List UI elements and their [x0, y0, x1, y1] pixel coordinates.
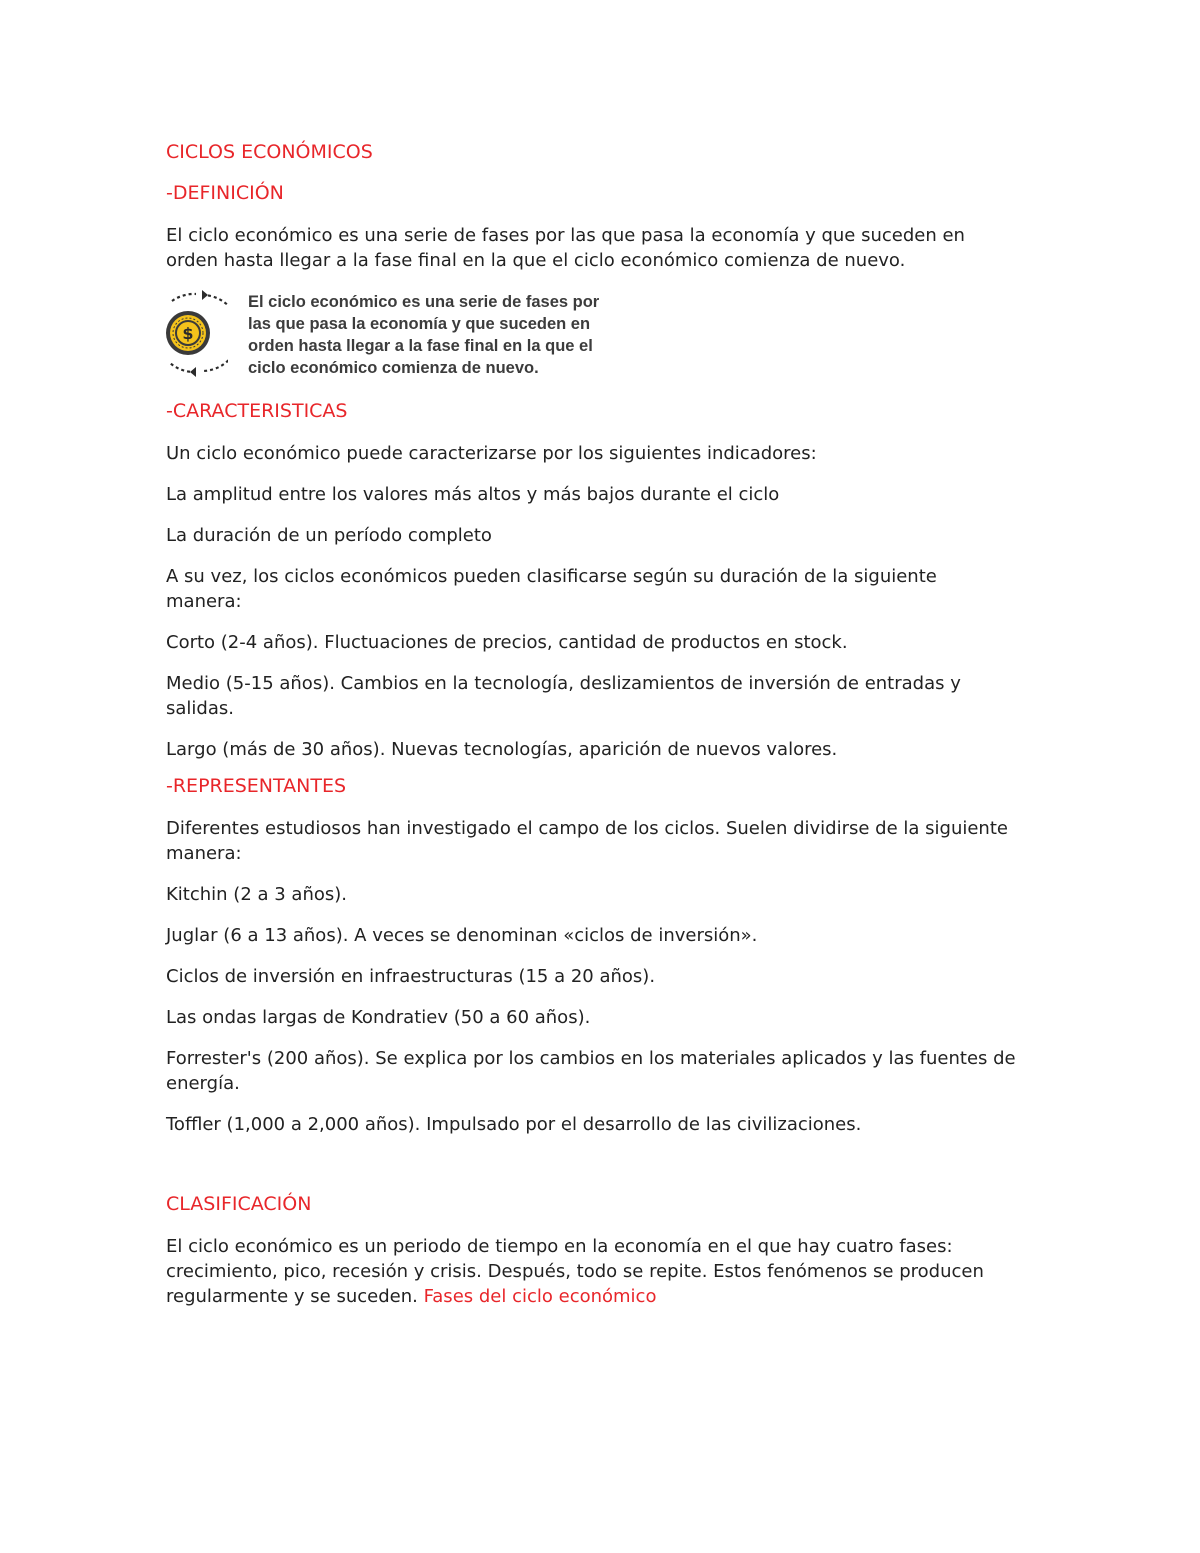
caracteristicas-paragraph: Medio (5-15 años). Cambios en la tecnología, deslizamientos de inversión de entradas y salidas. — [166, 673, 961, 719]
representantes-paragraph: Forrester's (200 años). Se explica por los cambios en los materiales aplicados y las fuentes de energía. — [166, 1048, 1016, 1094]
document-page — [166, 136, 1016, 1309]
representantes-paragraph: Kitchin (2 a 3 años). — [166, 884, 347, 905]
representantes-paragraph: Ciclos de inversión en infraestructuras (15 a 20 años). — [166, 966, 656, 987]
heading-representantes: -REPRESENTANTES — [166, 775, 347, 797]
caracteristicas-paragraph: A su vez, los ciclos económicos pueden clasificarse según su duración de la siguiente manera: — [166, 566, 937, 612]
caracteristicas-list — [166, 441, 1016, 762]
clasificacion-body: El ciclo económico es un periodo de tiempo en la economía en el que hay cuatro fases: crecimiento, pico, recesión y crisis. Después, todo se repite. Estos fenómenos se producen regularmente y se suceden. — [166, 1236, 984, 1307]
svg-text:$: $ — [182, 324, 194, 343]
clasificacion-text — [166, 1234, 1016, 1309]
caracteristicas-paragraph: La duración de un período completo — [166, 525, 492, 546]
caracteristicas-paragraph: La amplitud entre los valores más altos y más bajos durante el ciclo — [166, 484, 780, 505]
definicion-graphic — [166, 287, 1016, 379]
graphic-caption: El ciclo económico es una serie de fases por las que pasa la economía y que suceden en orden hasta llegar a la fase final en la que el ciclo económico comienza de nuevo. — [248, 293, 600, 377]
representantes-paragraph: Las ondas largas de Kondratiev (50 a 60 años). — [166, 1007, 591, 1028]
definicion-text: El ciclo económico es una serie de fases por las que pasa la economía y que suceden en orden hasta llegar a la fase final en la que el ciclo económico comienza de nuevo. — [166, 225, 965, 271]
caracteristicas-paragraph: Un ciclo económico puede caracterizarse por los siguientes indicadores: — [166, 443, 817, 464]
caracteristicas-paragraph: Largo (más de 30 años). Nuevas tecnologías, aparición de nuevos valores. — [166, 739, 838, 760]
representantes-list — [166, 816, 1016, 1137]
heading-caracteristicas: -CARACTERISTICAS — [166, 400, 348, 422]
dollar-coin-cycle-icon — [166, 287, 228, 379]
document-title: CICLOS ECONÓMICOS — [166, 141, 373, 163]
caracteristicas-paragraph: Corto (2-4 años). Fluctuaciones de precios, cantidad de productos en stock. — [166, 632, 848, 653]
representantes-paragraph: Juglar (6 a 13 años). A veces se denominan «ciclos de inversión». — [166, 925, 758, 946]
heading-clasificacion: CLASIFICACIÓN — [166, 1193, 312, 1215]
representantes-paragraph: Toffler (1,000 a 2,000 años). Impulsado por el desarrollo de las civilizaciones. — [166, 1114, 862, 1135]
representantes-paragraph: Diferentes estudiosos han investigado el campo de los ciclos. Suelen dividirse de la siguiente manera: — [166, 818, 1008, 864]
fases-ciclo-link[interactable]: Fases del ciclo económico — [423, 1286, 657, 1307]
heading-definicion: -DEFINICIÓN — [166, 182, 284, 204]
